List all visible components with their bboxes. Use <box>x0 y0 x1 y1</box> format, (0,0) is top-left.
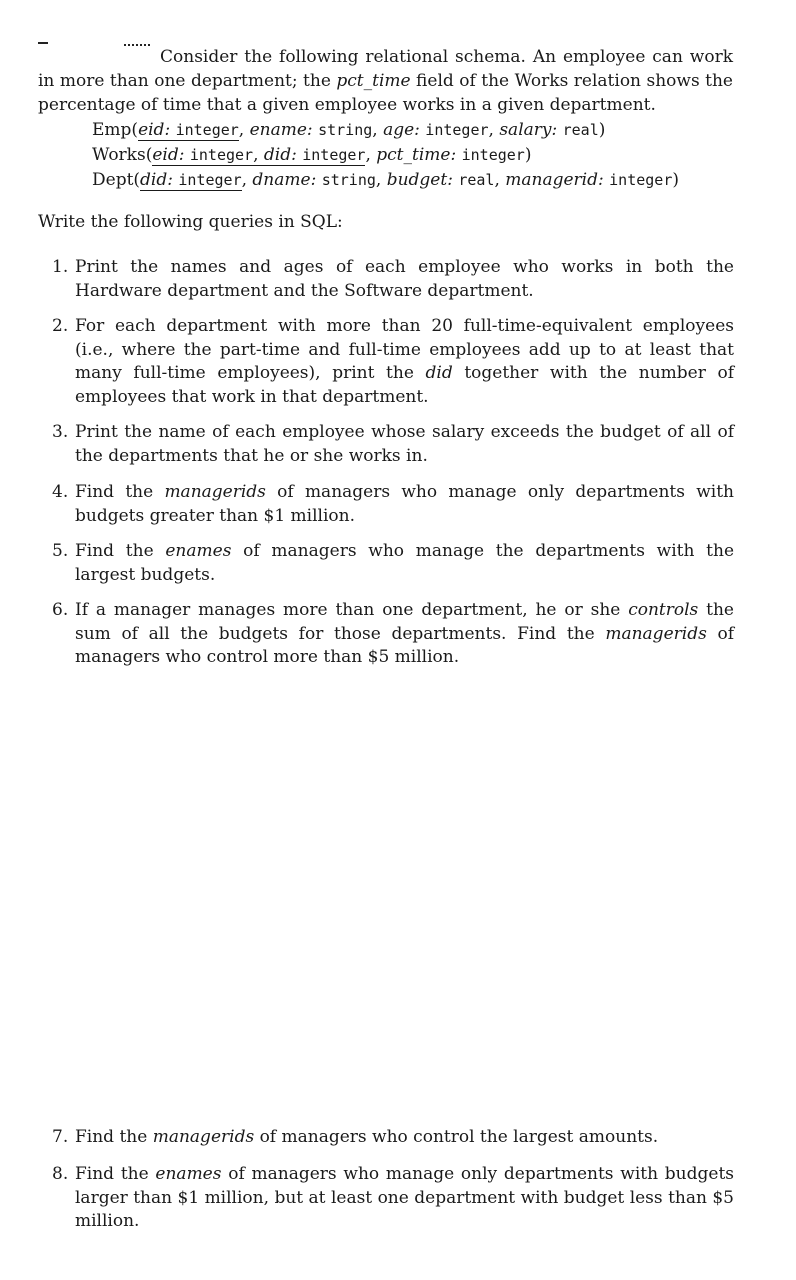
question-item <box>52 481 734 528</box>
question-number: 3. <box>52 422 69 442</box>
question-number: 1. <box>52 257 69 277</box>
question-item <box>52 599 734 670</box>
relational-schema <box>92 118 679 193</box>
question-text: Find the managerids of managers who manage only departments with budgets greater than $1 million. <box>75 482 734 526</box>
question-item <box>52 315 734 409</box>
primary-key: did: integer <box>140 170 242 190</box>
question-number: 8. <box>52 1164 69 1184</box>
primary-key: eid: integer, did: integer <box>152 145 366 165</box>
question-item <box>52 1126 734 1150</box>
question-number: 5. <box>52 541 69 561</box>
question-text: Print the names and ages of each employee who works in both the Hardware department and the Software department. <box>75 257 734 301</box>
question-item <box>52 256 734 303</box>
question-number: 4. <box>52 482 69 502</box>
relation-name: Dept <box>92 170 134 190</box>
question-text: Print the name of each employee whose salary exceeds the budget of all of the departments that he or she works in. <box>75 422 734 466</box>
question-item <box>52 540 734 587</box>
question-text: For each department with more than 20 full-time-equivalent employees (i.e., where the part-time and full-time employees add up to at least that many full-time employees), print the did together with the number of employees that work in that department. <box>75 316 734 407</box>
intro-field-name: pct_time <box>336 71 411 91</box>
question-number: 7. <box>52 1127 69 1147</box>
schema-works: Works(eid: integer, did: integer, pct_time: integer) <box>92 145 532 165</box>
question-text: Find the managerids of managers who control the largest amounts. <box>75 1127 659 1147</box>
question-number: 2. <box>52 316 69 336</box>
scan-mark-left <box>38 42 48 44</box>
schema-emp: Emp(eid: integer, ename: string, age: integer, salary: real) <box>92 120 606 140</box>
question-text: Find the enames of managers who manage the departments with the largest budgets. <box>75 541 734 585</box>
question-item <box>52 1163 734 1234</box>
question-text: If a manager manages more than one department, he or she controls the sum of all the budgets for those departments. Find the managerids of managers who control more than $5 million. <box>75 600 734 667</box>
relation-name: Emp <box>92 120 132 140</box>
intro-text-2: field of the Works relation shows the percentage of time that a given employee works in a given department. <box>38 71 733 115</box>
primary-key: eid: integer <box>138 120 239 140</box>
schema-dept: Dept(did: integer, dname: string, budget: real, managerid: integer) <box>92 170 679 190</box>
question-item <box>52 421 734 468</box>
instructions-heading: Write the following queries in SQL: <box>38 212 343 232</box>
intro-paragraph <box>38 45 733 117</box>
question-number: 6. <box>52 600 69 620</box>
question-text: Find the enames of managers who manage only departments with budgets larger than $1 million, but at least one department with budget less than $5 million. <box>75 1164 735 1231</box>
intro-text-1: Consider the following relational schema. An employee can work in more than one department; the <box>38 47 733 91</box>
relation-name: Works <box>92 145 146 165</box>
